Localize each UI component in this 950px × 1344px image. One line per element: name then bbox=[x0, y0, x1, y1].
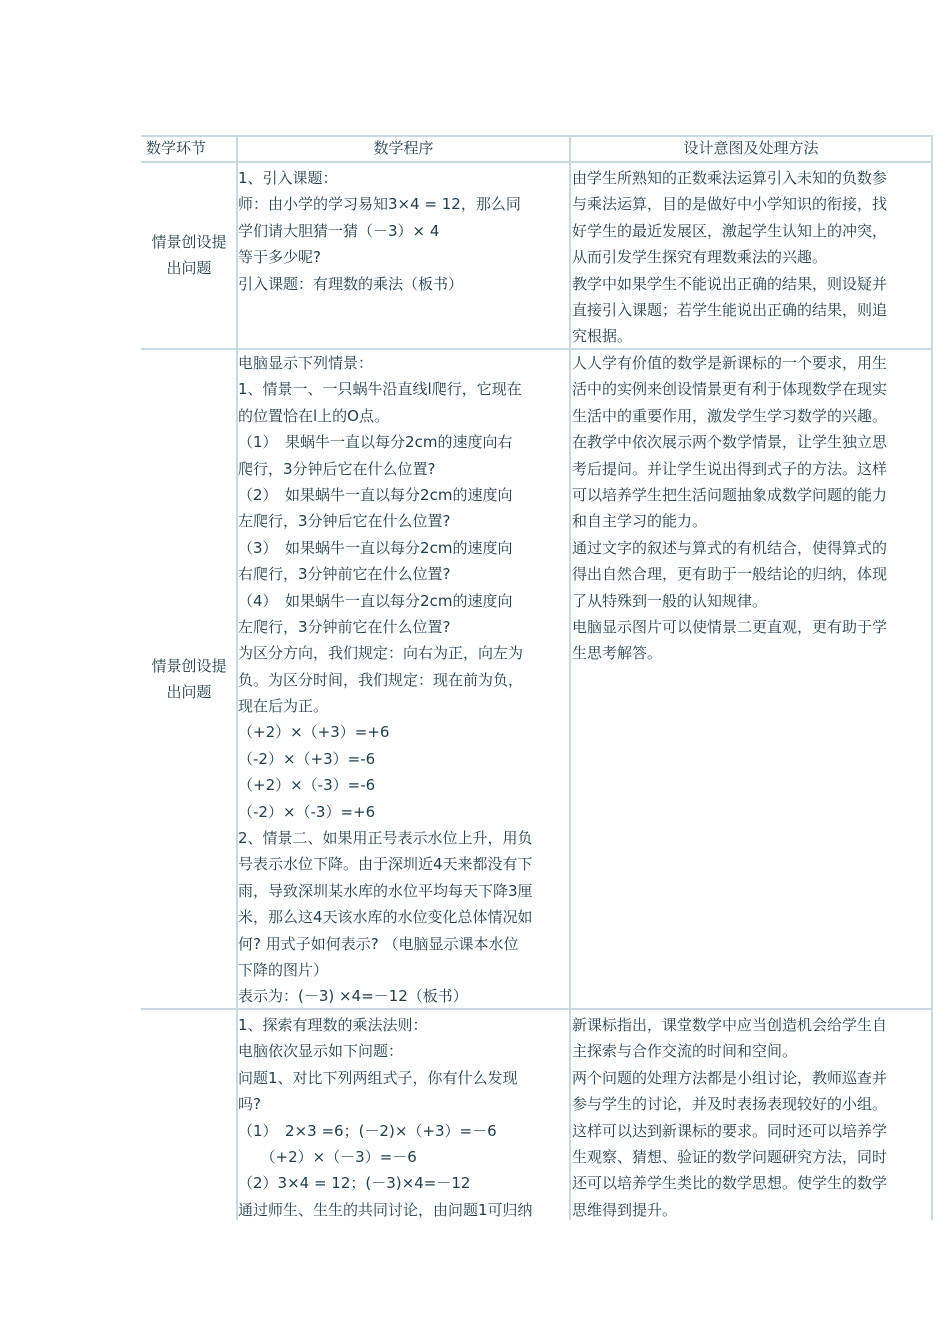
text-line: （3） 如果蜗牛一直以每分2cm的速度向 bbox=[238, 538, 513, 557]
text-line: 电脑显示图片可以使情景二更直观，更有助于学 bbox=[572, 617, 888, 636]
text-line: 与乘法运算，目的是做好中小学知识的衔接，找 bbox=[572, 195, 888, 214]
lesson-plan-table bbox=[141, 135, 933, 1220]
text-line: 生观察、猜想、验证的数学问题研究方法，同时 bbox=[572, 1147, 888, 1166]
procedure-cell-row-1 bbox=[238, 165, 568, 297]
text-line: （-2）×（+3）=-6 bbox=[238, 749, 376, 768]
text-line: 1、情景一、一只蜗牛沿直线l爬行，它现在 bbox=[238, 380, 522, 399]
text-line: 爬行，3分钟后它在什么位置? bbox=[238, 459, 436, 478]
text-line: 米，那么这4天该水库的水位变化总体情况如 bbox=[238, 908, 533, 927]
text-line: 表示为：(－3) ×4=－12（板书） bbox=[238, 987, 468, 1006]
intent-cell-row-3 bbox=[572, 1012, 930, 1223]
text-line: 2、情景二、如果用正号表示水位上升，用负 bbox=[238, 829, 533, 848]
text-line: 由学生所熟知的正数乘法运算引入未知的负数参 bbox=[572, 169, 888, 187]
text-line: 新课标指出，课堂数学中应当创造机会给学生自 bbox=[572, 1016, 888, 1034]
text-line: 下降的图片） bbox=[238, 960, 329, 979]
text-line: 可以培养学生把生活问题抽象成数学问题的能力 bbox=[572, 485, 888, 504]
text-line: （1） 2×3 =6；(－2)×（+3）=－6 bbox=[238, 1121, 497, 1140]
procedure-cell-row-3 bbox=[238, 1012, 568, 1223]
text-line: 思维得到提升。 bbox=[572, 1200, 678, 1219]
text-line: 生活中的重要作用，激发学生学习数学的兴趣。 bbox=[572, 406, 888, 425]
text-line: 左爬行，3分钟后它在什么位置? bbox=[238, 512, 451, 531]
text-line: 问题1、对比下列两组式子，你有什么发现 bbox=[238, 1068, 518, 1087]
row-divider-header bbox=[141, 161, 933, 163]
text-line: 等于多少呢? bbox=[238, 248, 321, 267]
text-line: （+2）×（+3）=+6 bbox=[238, 723, 390, 742]
col-divider-2 bbox=[569, 135, 571, 1220]
text-line: 这样可以达到新课标的要求。同时还可以培养学 bbox=[572, 1121, 888, 1140]
text-line: （+2）×（－3）=－6 bbox=[238, 1147, 417, 1166]
text-line: 和自主学习的能力。 bbox=[572, 512, 708, 531]
text-line: 的位置恰在l上的O点。 bbox=[238, 406, 389, 425]
text-line: 通过文字的叙述与算式的有机结合，使得算式的 bbox=[572, 538, 888, 557]
text-line: 考后提问。并让学生说出得到式子的方法。这样 bbox=[572, 459, 888, 478]
intent-cell-row-2 bbox=[572, 350, 930, 667]
text-line: 教学中如果学生不能说出正确的结果，则设疑并 bbox=[572, 274, 888, 293]
text-line: 电脑依次显示如下问题： bbox=[238, 1042, 404, 1061]
header-stage: 数学环节 bbox=[145, 139, 206, 157]
text-line: 了从特殊到一般的认知规律。 bbox=[572, 591, 768, 610]
text-line: 何? 用式子如何表示? （电脑显示课本水位 bbox=[238, 934, 519, 953]
text-line: 还可以培养学生类比的数学思想。使学生的数学 bbox=[572, 1174, 888, 1193]
text-line: （+2）×（-3）=-6 bbox=[238, 776, 376, 795]
text-line: 左爬行，3分钟前它在什么位置? bbox=[238, 617, 451, 636]
text-line: 人人学有价值的数学是新课标的一个要求，用生 bbox=[572, 354, 888, 372]
stage-label-line: 出问题 bbox=[166, 683, 212, 701]
text-line: 1、引入课题： bbox=[238, 169, 338, 187]
text-line: 主探索与合作交流的时间和空间。 bbox=[572, 1042, 798, 1061]
stage-label-row-1 bbox=[141, 229, 237, 281]
text-line: 号表示水位下降。由于深圳近4天来都没有下 bbox=[238, 855, 533, 874]
text-line: 右爬行，3分钟前它在什么位置? bbox=[238, 565, 451, 584]
procedure-cell-row-2 bbox=[238, 350, 568, 1010]
text-line: 从而引发学生探究有理数乘法的兴趣。 bbox=[572, 248, 828, 267]
text-line: （4） 如果蜗牛一直以每分2cm的速度向 bbox=[238, 591, 513, 610]
text-line: 1、探索有理数的乘法法则： bbox=[238, 1016, 428, 1034]
stage-label-line: 出问题 bbox=[166, 259, 212, 277]
text-line: 活中的实例来创设情景更有利于体现数学在现实 bbox=[572, 380, 888, 399]
text-line: （-2）×（-3）=+6 bbox=[238, 802, 376, 821]
text-line: 雨，导致深圳某水库的水位平均每天下降3厘 bbox=[238, 881, 533, 900]
text-line: 直接引入课题；若学生能说出正确的结果，则追 bbox=[572, 300, 888, 319]
header-intent: 设计意图及处理方法 bbox=[683, 139, 819, 157]
text-line: 学们请大胆猜一猜（－3）× 4 bbox=[238, 221, 440, 240]
text-line: 好学生的最近发展区，激起学生认知上的冲突， bbox=[572, 221, 888, 240]
intent-cell-row-1 bbox=[572, 165, 930, 350]
text-line: 引入课题：有理数的乘法（板书） bbox=[238, 274, 464, 293]
text-line: 现在后为正。 bbox=[238, 697, 329, 716]
text-line: 电脑显示下列情景： bbox=[238, 354, 374, 372]
text-line: 通过师生、生生的共同讨论，由问题1可归纳 bbox=[238, 1200, 533, 1219]
stage-label-line: 情景创设提 bbox=[151, 657, 227, 675]
text-line: 得出自然合理，更有助于一般结论的归纳，体现 bbox=[572, 565, 888, 584]
text-line: （1） 果蜗牛一直以每分2cm的速度向右 bbox=[238, 433, 513, 452]
text-line: 为区分方向，我们规定：向右为正，向左为 bbox=[238, 644, 524, 663]
header-procedure: 数学程序 bbox=[373, 139, 434, 157]
text-line: 究根据。 bbox=[572, 327, 633, 346]
stage-label-row-2 bbox=[141, 653, 237, 705]
text-line: （2） 如果蜗牛一直以每分2cm的速度向 bbox=[238, 485, 513, 504]
text-line: （2）3×4 = 12；(－3)×4=－12 bbox=[238, 1174, 471, 1193]
text-line: 参与学生的讨论，并及时表扬表现较好的小组。 bbox=[572, 1095, 888, 1114]
text-line: 两个问题的处理方法都是小组讨论，教师巡查并 bbox=[572, 1068, 888, 1087]
text-line: 吗? bbox=[238, 1095, 261, 1114]
text-line: 在教学中依次展示两个数学情景，让学生独立思 bbox=[572, 433, 888, 452]
text-line: 师：由小学的学习易知3×4 = 12，那么同 bbox=[238, 195, 521, 214]
stage-label-line: 情景创设提 bbox=[151, 233, 227, 251]
text-line: 负。为区分时间，我们规定：现在前为负， bbox=[238, 670, 524, 689]
text-line: 生思考解答。 bbox=[572, 644, 663, 663]
col-divider-right bbox=[931, 135, 933, 1220]
